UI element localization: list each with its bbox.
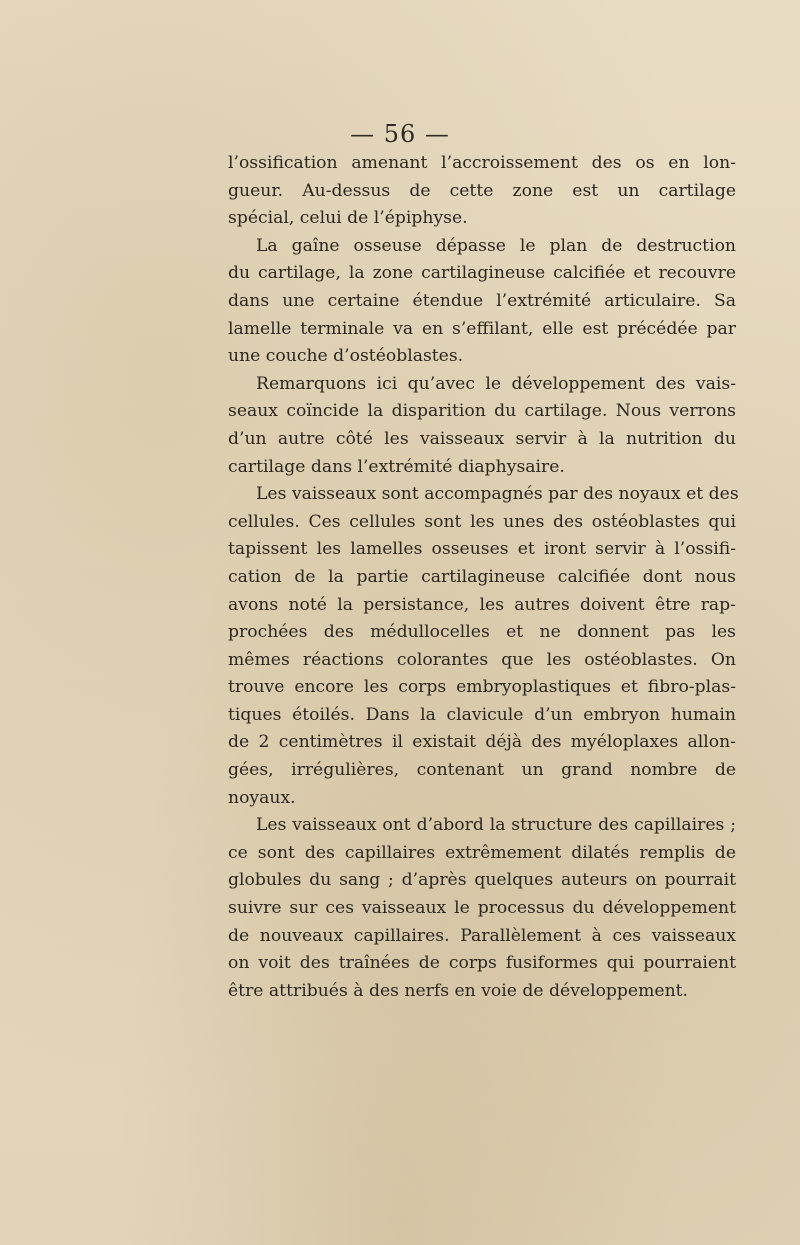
text-line: seaux coïncide la disparition du cartilage. Nous verrons — [228, 401, 736, 422]
body-text — [228, 150, 739, 1005]
text-line: de 2 centimètres il existait déjà des myéloplaxes allon- — [228, 732, 736, 753]
text-line: on voit des traînées de corps fusiformes qui pourraient — [228, 953, 736, 974]
text-line: tiques étoilés. Dans la clavicule d’un embryon humain — [228, 704, 736, 725]
text-line: gées, irrégulières, contenant un grand nombre de — [228, 760, 736, 781]
text-line: La gaîne osseuse dépasse le plan de destruction — [256, 235, 736, 256]
text-line: cartilage dans l’extrémité diaphysaire. — [228, 456, 565, 477]
text-line: être attribués à des nerfs en voie de développement. — [228, 980, 689, 1001]
text-line: Les vaisseaux sont accompagnés par des noyaux et des — [256, 484, 739, 505]
text-line: Les vaisseaux ont d’abord la structure des capillaires ; — [256, 815, 736, 836]
text-line: trouve encore les corps embryoplastiques et fibro-plas- — [228, 677, 736, 698]
text-line: tapissent les lamelles osseuses et iront servir à l’ossifi- — [228, 539, 736, 560]
text-line: spécial, celui de l’épiphyse. — [228, 208, 468, 229]
text-line: suivre sur ces vaisseaux le processus du développement — [228, 898, 736, 919]
text-line: lamelle terminale va en s’effilant, elle est précédée par — [228, 318, 736, 339]
text-line: globules du sang ; d’après quelques auteurs on pourrait — [228, 870, 736, 891]
text-line: avons noté la persistance, les autres doivent être rap- — [228, 594, 736, 615]
text-line: Remarquons ici qu’avec le développement des vais- — [256, 373, 736, 394]
text-line: du cartilage, la zone cartilagineuse calcifiée et recouvre — [228, 263, 736, 284]
text-line: d’un autre côté les vaisseaux servir à la nutrition du — [228, 428, 736, 449]
text-line: l’ossification amenant l’accroissement des os en lon- — [228, 153, 736, 173]
text-line: une couche d’ostéoblastes. — [228, 346, 464, 367]
page-number: — 56 — — [350, 120, 450, 148]
text-line: dans une certaine étendue l’extrémité articulaire. Sa — [228, 290, 736, 311]
text-line: ce sont des capillaires extrêmement dilatés remplis de — [228, 842, 736, 863]
text-line: noyaux. — [228, 787, 296, 808]
text-line: cation de la partie cartilagineuse calcifiée dont nous — [228, 566, 736, 587]
text-line: mêmes réactions colorantes que les ostéoblastes. On — [228, 649, 736, 670]
text-line: prochées des médullocelles et ne donnent pas les — [228, 622, 736, 643]
text-line: gueur. Au-dessus de cette zone est un cartilage — [228, 180, 736, 201]
text-line: cellules. Ces cellules sont les unes des ostéoblastes qui — [228, 511, 736, 532]
text-line: de nouveaux capillaires. Parallèlement à ces vaisseaux — [228, 925, 736, 946]
